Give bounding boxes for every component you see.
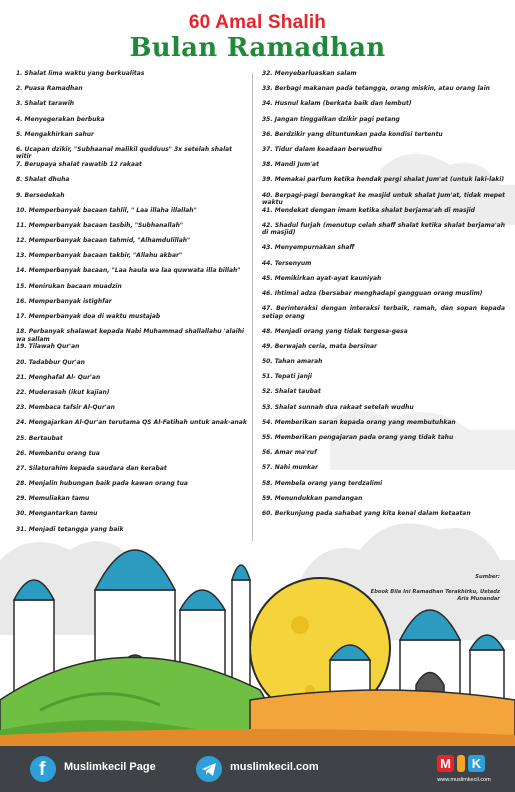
list-item: 51. Tepati janji: [262, 373, 312, 381]
source-note: [360, 574, 500, 602]
list-item: 49. Berwajah ceria, mata bersinar: [262, 342, 377, 350]
list-item: 4. Menyegerakan berbuka: [16, 115, 105, 123]
list-item: 42. Shadul furjah (menutup celah shaff shalat ketika shalat berjama'ah di masjid): [262, 221, 505, 237]
footer-bar: [0, 746, 515, 792]
list-item: 28. Menjalin hubungan baik pada kawan orang tua: [16, 480, 188, 488]
logo-block: [457, 755, 465, 772]
list-item: 38. Mandi Jum'at: [262, 161, 319, 169]
list-item: 37. Tidur dalam keadaan berwudhu: [262, 145, 382, 153]
list-item: 23. Membaca tafsir Al-Qur'an: [16, 404, 115, 412]
list-item: 52. Shalat taubat: [262, 388, 321, 396]
list-item: 58. Membela orang yang terdzalimi: [262, 479, 383, 487]
list-item: 32. Menyebarluaskan salam: [262, 70, 357, 77]
list-item: 12. Memperbanyak bacaan tahmid, "Alhamdulillah": [16, 237, 191, 245]
source-label: Sumber:: [475, 574, 500, 580]
list-item: 2. Puasa Ramadhan: [16, 85, 83, 93]
list-item: 36. Berdzikir yang dituntunkan pada kondisi tertentu: [262, 130, 443, 138]
list-item: 41. Mendekat dengan imam ketika shalat berjama'ah di masjid: [262, 206, 475, 214]
list-item: 20. Tadabbur Qur'an: [16, 358, 85, 366]
list-item: 6. Ucapan dzikir, "Subhaanal malikil qudduus" 3x setelah shalat witir: [16, 145, 233, 161]
logo-letter-k: K: [468, 755, 485, 772]
list-item: 29. Memuliakan tamu: [16, 495, 90, 503]
list-item: 45. Memikirkan ayat-ayat kauniyah: [262, 274, 382, 282]
list-left: [16, 70, 248, 535]
list-item: 22. Muderasah (ikut kajian): [16, 388, 110, 396]
list-item: 54. Memberikan saran kepada orang yang membutuhkan: [262, 418, 456, 426]
list-item: 46. Ihtimal adza (bersabar menghadapi gangguan orang muslim): [262, 289, 483, 297]
list-item: 60. Berkunjung pada sahabat yang kita kenal dalam ketaatan: [262, 509, 471, 517]
list-item: 48. Menjadi orang yang tidak tergesa-gesa: [262, 327, 408, 335]
telegram-icon[interactable]: [196, 756, 222, 782]
list-item: 18. Perbanyak shalawat kepada Nabi Muhammad shallallahu 'alaihi wa sallam: [16, 328, 245, 343]
list-item: 33. Berbagi makanan pada tetangga, orang miskin, atau orang lain: [262, 85, 490, 93]
list-item: 55. Memberikan pengajaran pada orang yang tidak tahu: [262, 433, 454, 441]
list-item: 50. Tahan amarah: [262, 358, 323, 365]
list-item: 26. Membantu orang tua: [16, 449, 100, 457]
list-item: 35. Jangan tinggalkan dzikir pagi petang: [262, 115, 400, 123]
list-item: 1. Shalat lima waktu yang berkualitas: [16, 70, 145, 77]
list-item: 16. Memperbanyak istighfar: [16, 297, 112, 305]
list-item: 47. Berinteraksi dengan interaksi terbaik, ramah, dan sopan kepada setiap orang: [262, 305, 505, 320]
list-item: 8. Shalat dhuha: [16, 176, 70, 184]
list-item: 21. Menghafal Al- Qur'an: [16, 373, 101, 381]
title-primary: 60 Amal Shalih: [188, 12, 327, 33]
list-item: 9. Bersedekah: [16, 191, 65, 199]
source-line-2: Aris Munandar: [457, 595, 500, 602]
list-item: 56. Amar ma'ruf: [262, 449, 317, 457]
list-item: 7. Berupaya shalat rawatib 12 rakaat: [16, 161, 142, 169]
list-item: 5. Mengakhirkan sahur: [16, 130, 94, 138]
logo-letter-m: M: [437, 755, 454, 772]
list-item: 25. Bertaubat: [16, 434, 63, 442]
list-item: 53. Shalat sunnah dua rakaat setelah wudhu: [262, 403, 414, 411]
list-item: 39. Memakai parfum ketika hendak pergi shalat Jum'at (untuk laki-laki): [262, 176, 505, 184]
list-item: 13. Memperbanyak bacaan takbir, "Allahu akbar": [16, 252, 183, 260]
list-item: 24. Mengajarkan Al-Qur'an terutama QS Al-Fatihah untuk anak-anak: [16, 419, 247, 427]
list-item: 17. Memperbanyak doa di waktu mustajab: [16, 313, 161, 320]
list-item: 43. Menyempurnakan shaff: [262, 244, 355, 252]
list-item: 44. Tersenyum: [262, 259, 312, 267]
list-item: 40. Berpagi-pagi berangkat ke masjid untuk shalat Jum'at, tidak mepet waktu: [262, 191, 505, 206]
list-item: 19. Tilawah Qur'an: [16, 343, 80, 351]
list-right: [262, 70, 505, 525]
facebook-link[interactable]: Muslimkecil Page: [64, 761, 156, 773]
list-item: 3. Shalat tarawih: [16, 100, 75, 108]
list-item: 27. Silaturahim kepada saudara dan kerabat: [16, 464, 167, 472]
list-item: 14. Memperbanyak bacaan, "Laa haula wa laa quwwata illa billah": [16, 267, 241, 275]
logo-url: www.muslimkecil.com: [437, 777, 491, 783]
facebook-icon[interactable]: f: [30, 756, 56, 782]
list-item: 31. Menjadi tetangga yang baik: [16, 525, 124, 533]
list-item: 11. Memperbanyak bacaan tasbih, "Subhanallah": [16, 221, 184, 229]
list-item: 15. Menirukan bacaan muadzin: [16, 282, 122, 290]
list-item: 30. Mengantarkan tamu: [16, 510, 98, 518]
website-link[interactable]: muslimkecil.com: [230, 761, 319, 773]
column-divider: [252, 73, 253, 541]
muslimkecil-logo: [423, 749, 503, 789]
source-line-1: Ebook Bila Ini Ramadhan Terakhirku, Ustadz: [370, 588, 500, 595]
list-item: 34. Husnul kalam (berkata baik dan lembut): [262, 100, 412, 108]
title-secondary: Bulan Ramadhan: [129, 33, 386, 63]
list-item: 10. Memperbanyak bacaan tahlil, " Laa illaha illallah": [16, 206, 197, 214]
list-item: 59. Menundukkan pandangan: [262, 494, 363, 502]
list-item: 57. Nahi munkar: [262, 464, 318, 472]
